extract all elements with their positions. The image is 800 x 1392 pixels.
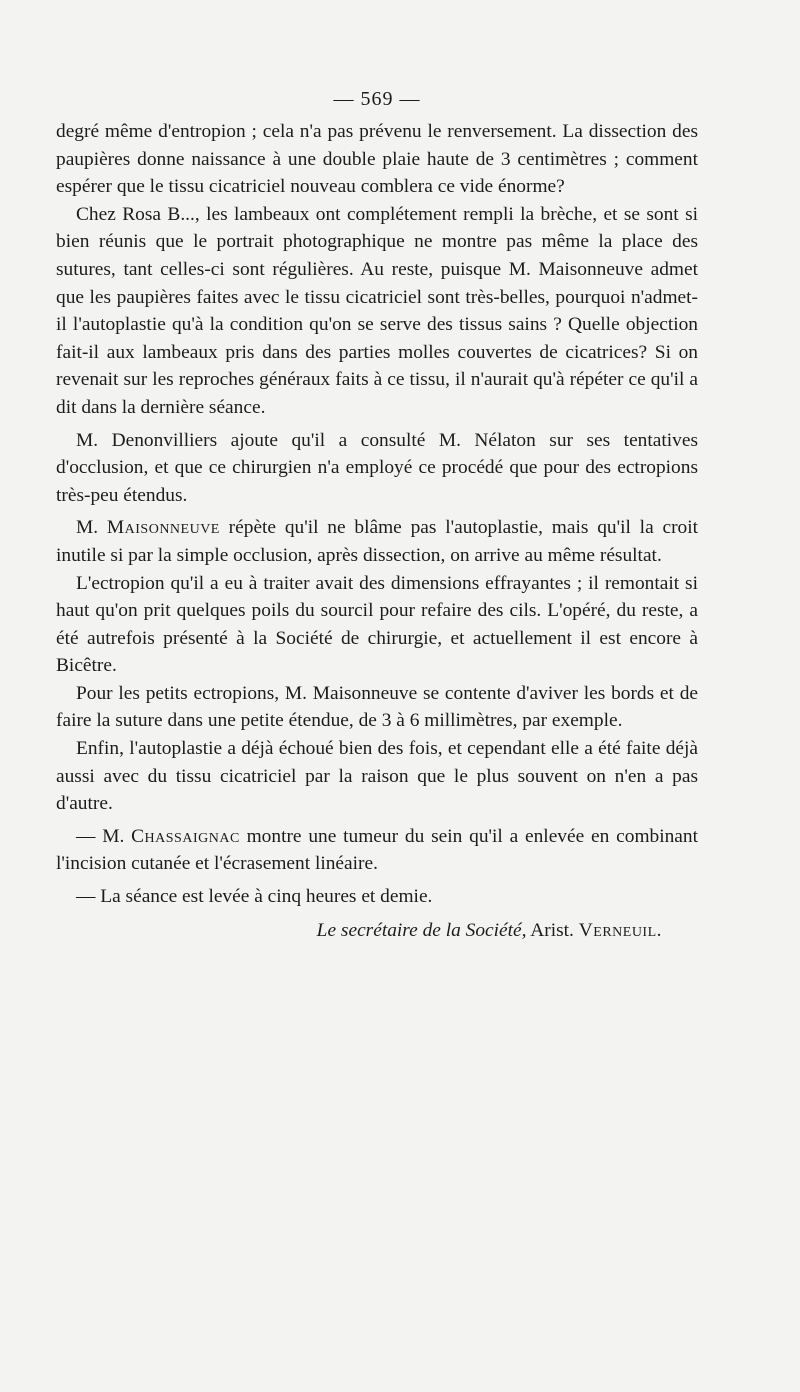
paragraph-4 [56, 514, 698, 569]
signature [56, 917, 698, 945]
paragraph-1: degré même d'entropion ; cela n'a pas prévenu le renversement. La dissection des paupières donne naissance à une double plaie haute de 3 centimètres ; comment espérer que le tissu cicatriciel nouveau comblera ce vide énorme? [56, 121, 698, 198]
document-page [56, 86, 698, 944]
speaker-name: Maisonneuve [106, 517, 220, 539]
paragraph-5: L'ectropion qu'il a eu à traiter avait des dimensions effrayantes ; il remontait si haut qu'on prit quelques poils du sourcil pour refaire des cils. L'opéré, du reste, a été autrefois présenté à la Société de chirurgie, et actuellement il est encore à Bicêtre. [56, 572, 698, 677]
paragraph-8 [56, 823, 698, 878]
paragraph-2: Chez Rosa B..., les lambeaux ont complétement rempli la brèche, et se sont si bien réunis que le portrait photographique ne montre pas même la place des sutures, tant celles-ci sont régulières. Au reste, puisque M. Maisonneuve admet que les paupières faites avec le tissu cicatriciel sont très-belles, pourquoi n'admet-il l'autoplastie qu'à la condition qu'on se serve des tissus sains ? Quelle objection fait-il aux lambeaux pris dans des parties molles couvertes de cicatrices? Si on revenait sur les reproches généraux faits à ce tissu, il n'aurait qu'à répéter ce qu'il a dit dans la dernière séance. [56, 203, 698, 418]
signature-title: Le secrétaire de la Société, [316, 919, 527, 941]
page-number: — 569 — [333, 88, 421, 110]
signature-first: Arist. [530, 919, 574, 941]
paragraph-8-prefix: — M. [76, 825, 132, 847]
speaker-name: Chassaignac [131, 825, 240, 847]
paragraph-4-prefix: M. [76, 517, 107, 539]
signature-surname: Verneuil. [578, 919, 662, 941]
paragraph-4-text: répète qu'il ne blâme pas l'autoplastie, mais qu'il la croit inutile si par la simple occlusion, après dissection, on arrive au même résultat. [56, 517, 699, 566]
paragraph-9: — La séance est levée à cinq heures et demie. [76, 886, 433, 908]
paragraph-8-text: montre une tumeur du sein qu'il a enlevée en combinant l'incision cutanée et l'écrasement linéaire. [56, 825, 698, 875]
paragraph-7: Enfin, l'autoplastie a déjà échoué bien des fois, et cependant elle a été faite déjà aussi avec du tissu cicatriciel par la raison que le plus souvent on n'en a pas d'autre. [56, 738, 698, 815]
paragraph-3: M. Denonvilliers ajoute qu'il a consulté M. Nélaton sur ses tentatives d'occlusion, et que ce chirurgien n'a employé ce procédé que pour des ectropions très-peu étendus. [56, 429, 698, 506]
paragraph-6: Pour les petits ectropions, M. Maisonneuve se contente d'aviver les bords et de faire la suture dans une petite étendue, de 3 à 6 millimètres, par exemple. [56, 682, 698, 732]
